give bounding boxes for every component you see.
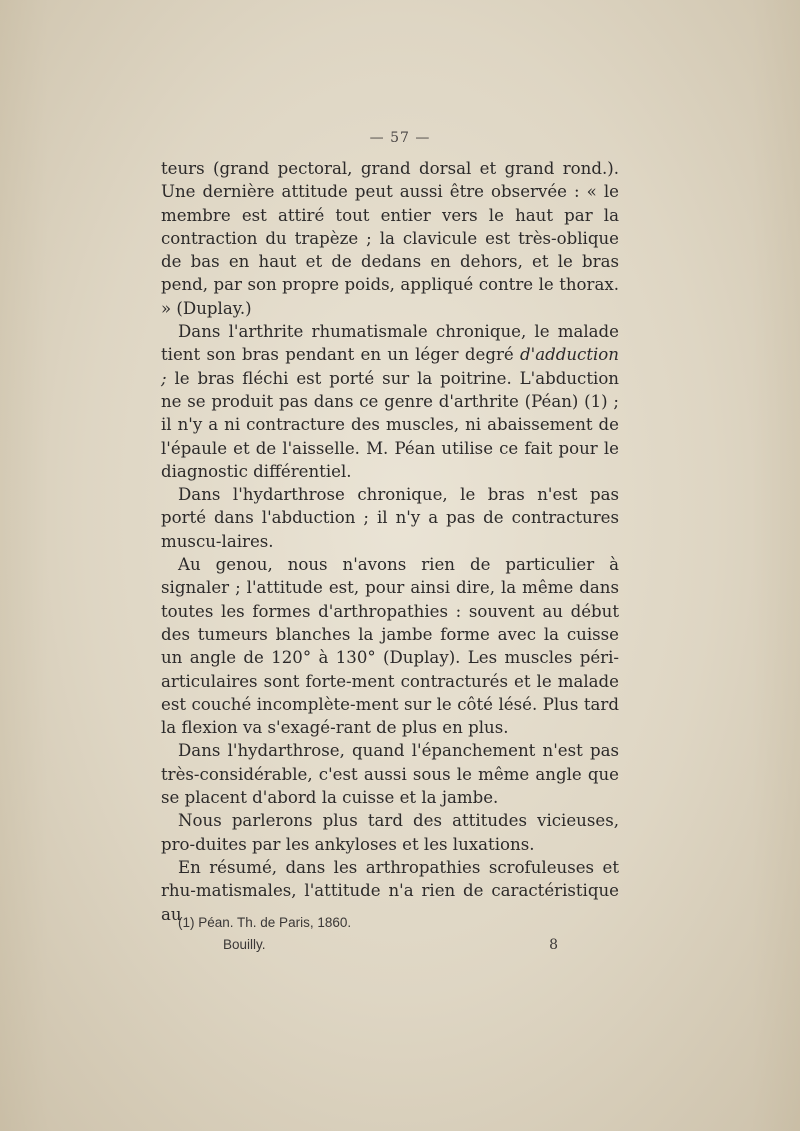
signature-mark: Bouilly. [223, 937, 266, 952]
paragraph-2-text-a: Dans l'arthrite rhumatismale chronique, le malade tient son bras pendant en un léger degré [161, 322, 619, 365]
footnote-block [178, 912, 598, 956]
paragraph-1: teurs (grand pectoral, grand dorsal et grand rond.). Une dernière attitude peut aussi être observée : « le membre est attiré tout entier vers le haut par la contraction du trapèze ; la clavicule est très-oblique de bas en haut et de dedans en dehors, et le bras pend, par son propre poids, appliqué contre le thorax. » (Duplay.) [161, 159, 619, 318]
body-text [161, 157, 619, 926]
footnote-text: (1) Péan. Th. de Paris, 1860. [178, 915, 352, 930]
paragraph-2 [161, 320, 619, 483]
paragraph-2-italic: d'adduction ; [161, 345, 619, 388]
paragraph-5: Dans l'hydarthrose, quand l'épanchement n'est pas très-considérable, c'est aussi sous le même angle que se placent d'abord la cuisse et la jambe. [161, 741, 619, 808]
paragraph-6: Nous parlerons plus tard des attitudes vicieuses, pro-duites par les ankyloses et les luxations. [161, 811, 619, 854]
paragraph-2-text-b: le bras fléchi est porté sur la poitrine. L'abduction ne se produit pas dans ce genre d'arthrite (Péan) (1) ; il n'y a ni contracture des muscles, ni abaissement de l'épaule et de l'aisselle. M. Péan utilise ce fait pour le diagnostic différentiel. [161, 368, 619, 481]
paragraph-4: Au genou, nous n'avons rien de particulier à signaler ; l'attitude est, pour ainsi dire, la même dans toutes les formes d'arthropathies : souvent au début des tumeurs blanches la jambe forme avec la cuisse un angle de 120° à 130° (Duplay). Les muscles péri-articulaires sont forte-ment contracturés et le malade est couché incomplète-ment sur le côté lésé. Plus tard la flexion va s'exagé-rant de plus en plus. [161, 555, 619, 738]
paragraph-3: Dans l'hydarthrose chronique, le bras n'est pas porté dans l'abduction ; il n'y a pas de contractures muscu-laires. [161, 485, 619, 551]
sheet-number: 8 [549, 937, 558, 953]
paragraph-7: En résumé, dans les arthropathies scrofuleuses et rhu-matismales, l'attitude n'a rien de caractéristique au [161, 857, 619, 924]
page-number: — 57 — [369, 130, 431, 146]
